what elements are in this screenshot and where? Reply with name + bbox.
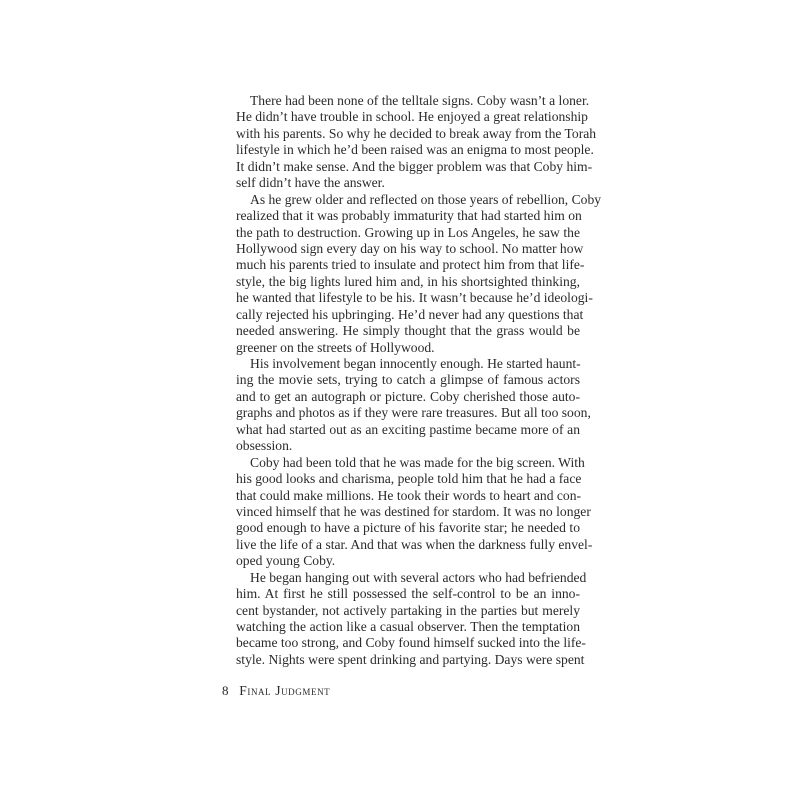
text-line: self didn’t have the answer. — [236, 175, 385, 191]
text-line: Coby had been told that he was made for the big screen. With — [250, 454, 585, 470]
body-text — [236, 93, 602, 668]
text-line: graphs and photos as if they were rare treasures. But all too soon, — [236, 405, 591, 421]
text-line: became too strong, and Coby found himself sucked into the life- — [236, 635, 586, 651]
text-line: greener on the streets of Hollywood. — [236, 339, 435, 355]
text-line: Hollywood sign every day on his way to school. No matter how — [236, 240, 584, 256]
text-line: cent bystander, not actively partaking in the parties but merely — [236, 602, 580, 618]
text-line: His involvement began innocently enough. He started haunt- — [250, 356, 581, 371]
text-line: vinced himself that he was destined for stardom. It was no longer — [236, 503, 591, 519]
text-line: watching the action like a casual observer. Then the temptation — [236, 619, 580, 634]
running-title: Final Judgment — [239, 683, 331, 698]
text-line: good enough to have a picture of his favorite star; he needed to — [236, 520, 580, 536]
text-line: He didn’t have trouble in school. He enjoyed a great relationship — [236, 109, 588, 125]
text-line: he wanted that lifestyle to be his. It wasn’t because he’d ideologi- — [236, 290, 593, 306]
text-line: obsession. — [236, 438, 293, 454]
text-line: what had started out as an exciting pastime became more of an — [236, 421, 580, 437]
paragraph-2 — [236, 191, 602, 356]
paragraph-1 — [236, 93, 597, 192]
paragraph-3 — [236, 356, 591, 455]
text-line: and to get an autograph or picture. Coby cherished those auto- — [236, 388, 580, 404]
paragraph-5 — [236, 569, 587, 669]
text-line: needed answering. He simply thought that the grass would be — [236, 323, 580, 339]
text-line: style. Nights were spent drinking and partying. Days were spent — [236, 651, 585, 667]
text-line: There had been none of the telltale signs. Coby wasn’t a loner. — [250, 93, 590, 108]
text-line: As he grew older and reflected on those years of rebellion, Coby — [250, 191, 602, 207]
text-line: He began hanging out with several actors who had befriended — [250, 569, 587, 585]
text-line: that could make millions. He took their words to heart and con- — [236, 487, 582, 503]
text-line: him. At first he still possessed the self-control to be an inno- — [236, 586, 580, 602]
text-line: live the life of a star. And that was when the darkness fully envel- — [236, 536, 593, 552]
text-line: with his parents. So why he decided to break away from the Torah — [236, 125, 597, 141]
text-line: ing the movie sets, trying to catch a glimpse of famous actors — [236, 372, 580, 388]
page-number: 8 — [222, 683, 229, 698]
text-line: realized that it was probably immaturity that had started him on — [236, 208, 582, 224]
text-line: his good looks and charisma, people told him that he had a face — [236, 471, 582, 487]
paragraph-4 — [236, 454, 593, 570]
text-line: lifestyle in which he’d been raised was an enigma to most people. — [236, 142, 594, 158]
text-line: oped young Coby. — [236, 553, 336, 569]
page-footer — [222, 682, 330, 700]
text-line: cally rejected his upbringing. He’d never had any questions that — [236, 306, 584, 322]
text-line: style, the big lights lured him and, in his shortsighted thinking, — [236, 273, 580, 289]
text-line: much his parents tried to insulate and protect him from that life- — [236, 257, 585, 273]
text-line: It didn’t make sense. And the bigger problem was that Coby him- — [236, 158, 593, 174]
text-line: the path to destruction. Growing up in Los Angeles, he saw the — [236, 224, 580, 240]
